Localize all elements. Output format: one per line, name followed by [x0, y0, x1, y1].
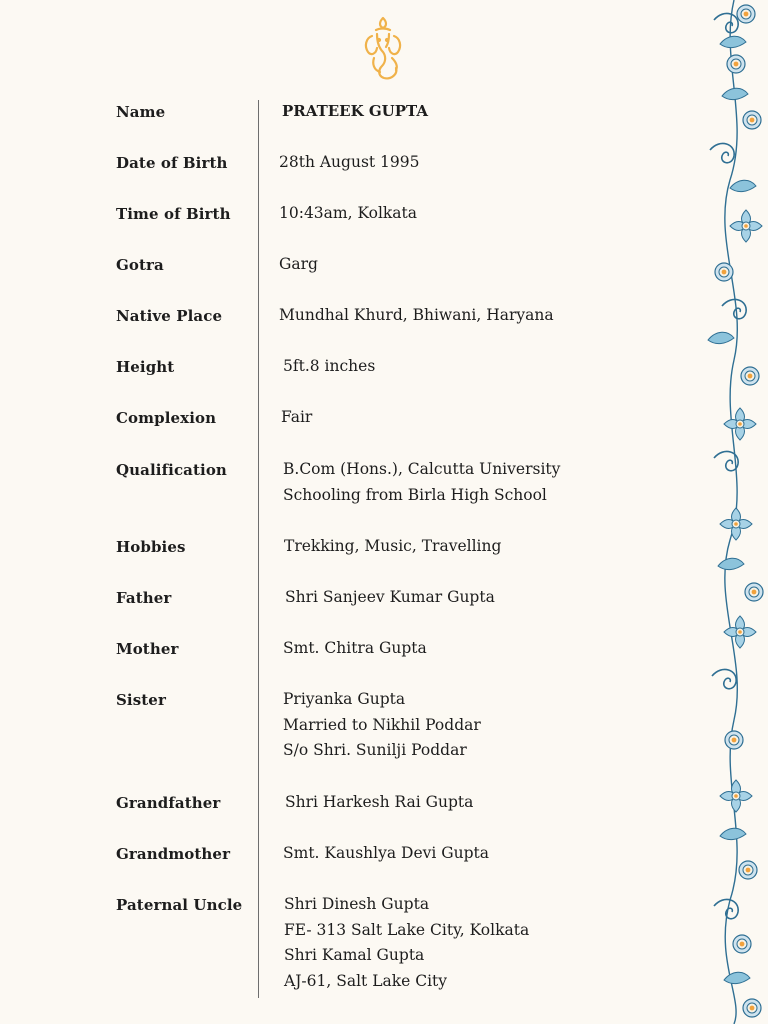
value-mother: Smt. Chitra Gupta — [283, 639, 427, 657]
value-grandfather: Shri Harkesh Rai Gupta — [285, 793, 474, 811]
value-father: Shri Sanjeev Kumar Gupta — [285, 588, 495, 606]
label-gotra: Gotra — [116, 256, 164, 274]
floral-border — [700, 0, 768, 1024]
label-native-place: Native Place — [116, 307, 223, 325]
label-hobbies: Hobbies — [116, 538, 186, 556]
value-hobbies: Trekking, Music, Travelling — [284, 537, 502, 555]
value-grandmother: Smt. Kaushlya Devi Gupta — [283, 844, 490, 862]
column-divider — [258, 100, 259, 998]
label-paternal-uncle: Paternal Uncle — [116, 896, 243, 914]
label-sister: Sister — [116, 691, 166, 709]
value-complexion: Fair — [281, 408, 313, 426]
value-native-place: Mundhal Khurd, Bhiwani, Haryana — [279, 306, 554, 324]
value-sister: Priyanka Gupta Married to Nikhil Poddar S/o Shri. Sunilji Poddar — [283, 690, 481, 759]
label-height: Height — [116, 358, 175, 376]
label-date-of-birth: Date of Birth — [116, 154, 228, 172]
value-time-of-birth: 10:43am, Kolkata — [279, 204, 418, 222]
label-grandfather: Grandfather — [116, 794, 221, 812]
value-paternal-uncle: Shri Dinesh Gupta FE- 313 Salt Lake City, Kolkata Shri Kamal Gupta AJ-61, Salt Lake City — [284, 895, 530, 990]
label-grandmother: Grandmother — [116, 845, 231, 863]
ganesha-icon — [358, 14, 408, 84]
label-father: Father — [116, 589, 172, 607]
value-height: 5ft.8 inches — [283, 357, 376, 375]
value-qualification: B.Com (Hons.), Calcutta University Schooling from Birla High School — [283, 460, 561, 504]
label-time-of-birth: Time of Birth — [116, 205, 231, 223]
value-date-of-birth: 28th August 1995 — [279, 153, 420, 171]
label-qualification: Qualification — [116, 461, 227, 479]
value-gotra: Garg — [279, 255, 318, 273]
value-name: PRATEEK GUPTA — [282, 102, 429, 120]
label-name: Name — [116, 103, 166, 121]
label-mother: Mother — [116, 640, 179, 658]
label-complexion: Complexion — [116, 409, 217, 427]
